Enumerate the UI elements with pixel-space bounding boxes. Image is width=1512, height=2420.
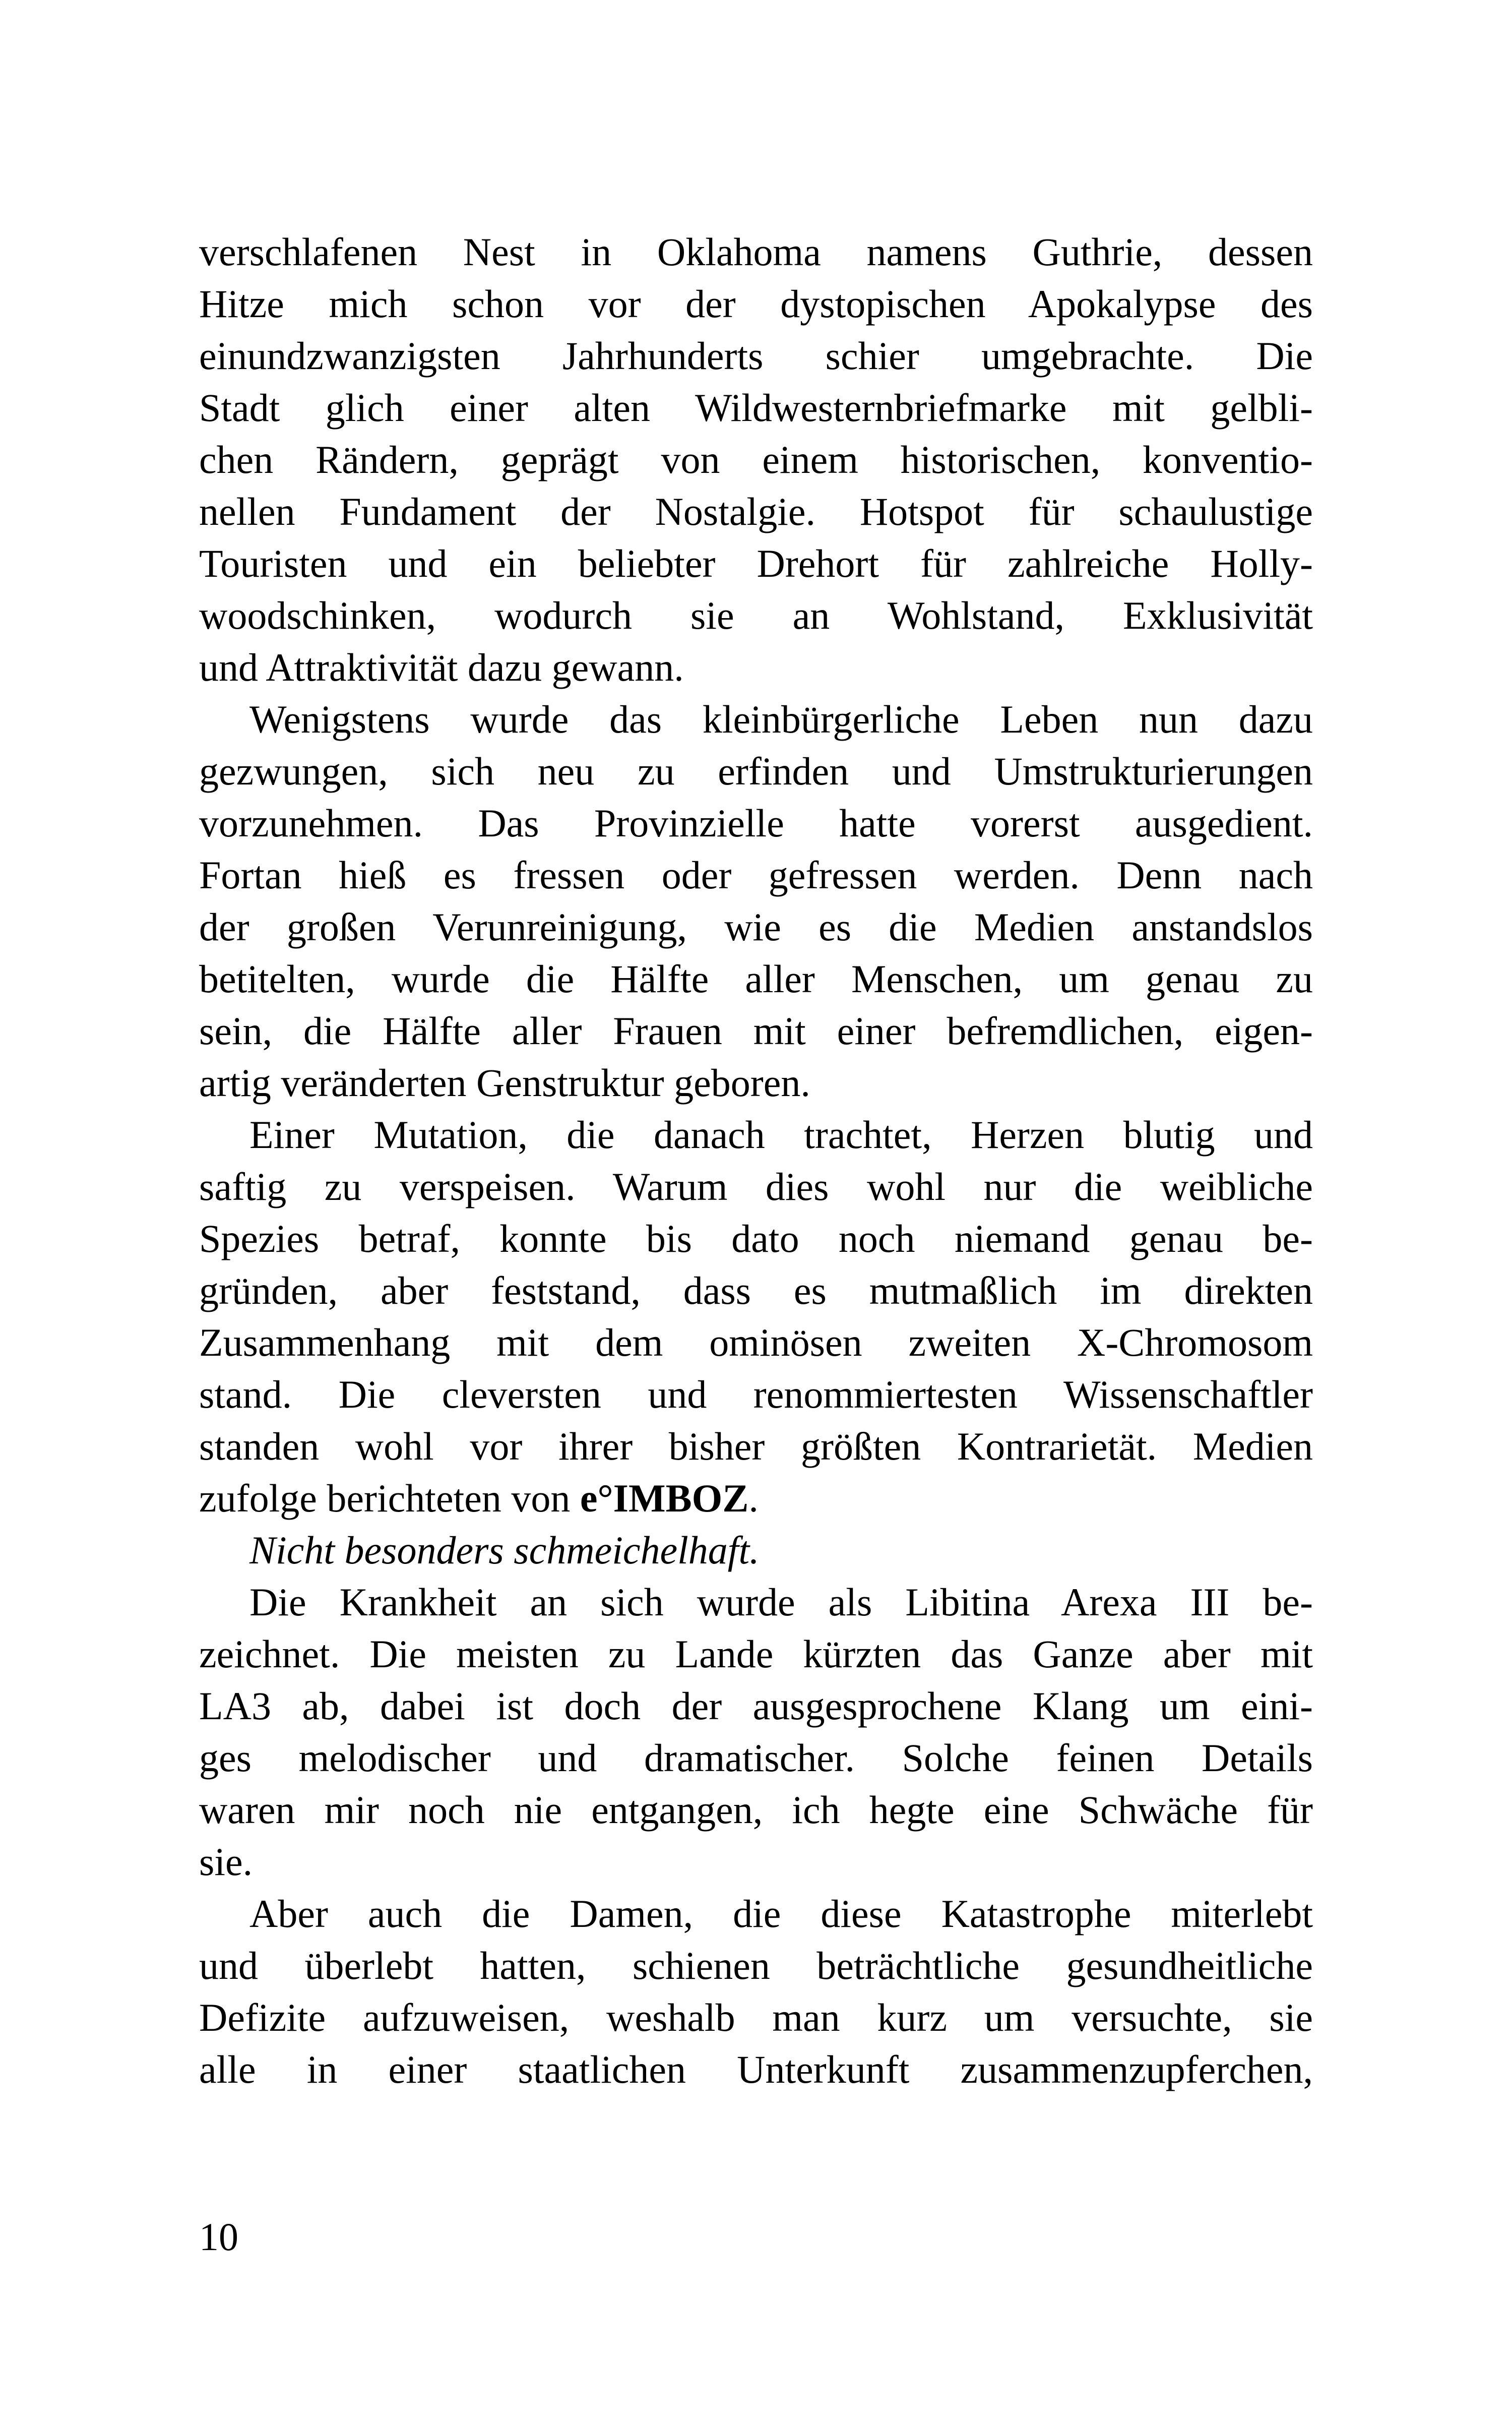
- text-line: [199, 537, 1313, 589]
- text-segment: standen wohl vor ihrer bisher größten Kontrarietät. Medien: [199, 1424, 1313, 1468]
- text-segment: Wenigstens wurde das kleinbürgerliche Leben nun dazu: [249, 697, 1313, 741]
- text-line: [199, 226, 1313, 278]
- text-segment: Aber auch die Damen, die diese Katastrophe miterlebt: [249, 1892, 1313, 1935]
- text-segment: saftig zu verspeisen. Warum dies wohl nur die weibliche: [199, 1165, 1313, 1208]
- text-line: [199, 1888, 1313, 1940]
- italic-text: Nicht besonders schmeichelhaft.: [249, 1528, 760, 1572]
- text-segment: artig veränderten Genstruktur geboren.: [199, 1061, 810, 1105]
- text-segment: gründen, aber feststand, dass es mutmaßlich im direkten: [199, 1268, 1313, 1312]
- paragraph: [199, 693, 1313, 1109]
- text-line: [199, 1109, 1313, 1161]
- text-line: [199, 641, 1313, 693]
- text-line: [199, 589, 1313, 641]
- text-line: [199, 1784, 1313, 1836]
- text-segment: stand. Die cleversten und renommiertesten Wissenschaftler: [199, 1372, 1313, 1416]
- text-line: [199, 434, 1313, 486]
- text-segment: sein, die Hälfte aller Frauen mit einer befremdlichen, eigen-: [199, 1009, 1313, 1053]
- text-segment: und überlebt hatten, schienen beträchtliche gesundheitliche: [199, 1944, 1313, 1987]
- bold-text: e°IMBOZ: [580, 1476, 749, 1520]
- text-line: [199, 1161, 1313, 1213]
- text-segment: gezwungen, sich neu zu erfinden und Umstrukturierungen: [199, 749, 1313, 793]
- text-segment: Hitze mich schon vor der dystopischen Apokalypse des: [199, 282, 1313, 326]
- text-segment: zeichnet. Die meisten zu Lande kürzten das Ganze aber mit: [199, 1632, 1313, 1676]
- text-line: [199, 486, 1313, 537]
- paragraph: [199, 226, 1313, 693]
- text-line: [199, 1316, 1313, 1368]
- text-segment: Einer Mutation, die danach trachtet, Herzen blutig und: [249, 1113, 1313, 1157]
- text-line: [199, 1472, 1313, 1524]
- text-segment: und Attraktivität dazu gewann.: [199, 645, 684, 689]
- text-segment: der großen Verunreinigung, wie es die Medien anstandslos: [199, 905, 1313, 949]
- text-line: [199, 1680, 1313, 1732]
- text-segment: ges melodischer und dramatischer. Solche feinen Details: [199, 1736, 1313, 1780]
- text-segment: chen Rändern, geprägt von einem historischen, konventio-: [199, 438, 1313, 481]
- paragraph: [199, 1888, 1313, 2095]
- text-segment: sie.: [199, 1840, 253, 1884]
- text-segment: Zusammenhang mit dem ominösen zweiten X-Chromosom: [199, 1320, 1313, 1364]
- text-line: [199, 1576, 1313, 1628]
- text-line: [199, 1057, 1313, 1109]
- text-segment: Die Krankheit an sich wurde als Libitina Arexa III be-: [249, 1580, 1313, 1624]
- text-line: [199, 1940, 1313, 1991]
- text-segment: verschlafenen Nest in Oklahoma namens Guthrie, dessen: [199, 230, 1313, 274]
- text-line: [199, 2043, 1313, 2095]
- text-segment: betitelten, wurde die Hälfte aller Menschen, um genau zu: [199, 957, 1313, 1001]
- text-line: [199, 382, 1313, 434]
- text-segment: Defizite aufzuweisen, weshalb man kurz um versuchte, sie: [199, 1995, 1313, 2039]
- text-line: [199, 693, 1313, 745]
- text-segment: waren mir noch nie entgangen, ich hegte eine Schwäche für: [199, 1788, 1313, 1832]
- text-line: [199, 1005, 1313, 1057]
- text-line: [199, 1264, 1313, 1316]
- text-line: [199, 278, 1313, 330]
- text-line: [199, 1368, 1313, 1420]
- text-line: [199, 1836, 1313, 1888]
- text-line: [199, 330, 1313, 382]
- text-line: [199, 849, 1313, 901]
- text-line: [199, 1420, 1313, 1472]
- text-segment: Fortan hieß es fressen oder gefressen werden. Denn nach: [199, 853, 1313, 897]
- text-segment: Spezies betraf, konnte bis dato noch niemand genau be-: [199, 1217, 1313, 1260]
- text-segment: einundzwanzigsten Jahrhunderts schier umgebrachte. Die: [199, 334, 1313, 378]
- text-segment: zufolge berichteten von: [199, 1476, 580, 1520]
- text-line: [199, 797, 1313, 849]
- text-segment: .: [748, 1476, 759, 1520]
- text-block: [199, 226, 1313, 2095]
- paragraph: [199, 1524, 1313, 1576]
- text-line: [199, 1213, 1313, 1264]
- text-line: [199, 1732, 1313, 1784]
- text-segment: woodschinken, wodurch sie an Wohlstand, Exklusivität: [199, 593, 1313, 637]
- text-line: [199, 745, 1313, 797]
- paragraph: [199, 1109, 1313, 1524]
- text-line: [199, 901, 1313, 953]
- text-segment: Touristen und ein beliebter Drehort für zahlreiche Holly-: [199, 541, 1313, 585]
- text-segment: nellen Fundament der Nostalgie. Hotspot für schaulustige: [199, 490, 1313, 533]
- text-segment: alle in einer staatlichen Unterkunft zusammenzupferchen,: [199, 2047, 1313, 2091]
- text-line: [199, 953, 1313, 1005]
- paragraph: [199, 1576, 1313, 1888]
- text-line: [199, 1524, 1313, 1576]
- page-number: 10: [199, 2215, 238, 2259]
- text-segment: LA3 ab, dabei ist doch der ausgesprochene Klang um eini-: [199, 1684, 1313, 1728]
- text-segment: Stadt glich einer alten Wildwesternbriefmarke mit gelbli-: [199, 386, 1313, 430]
- text-line: [199, 1628, 1313, 1680]
- text-segment: vorzunehmen. Das Provinzielle hatte vorerst ausgedient.: [199, 801, 1313, 845]
- text-line: [199, 1991, 1313, 2043]
